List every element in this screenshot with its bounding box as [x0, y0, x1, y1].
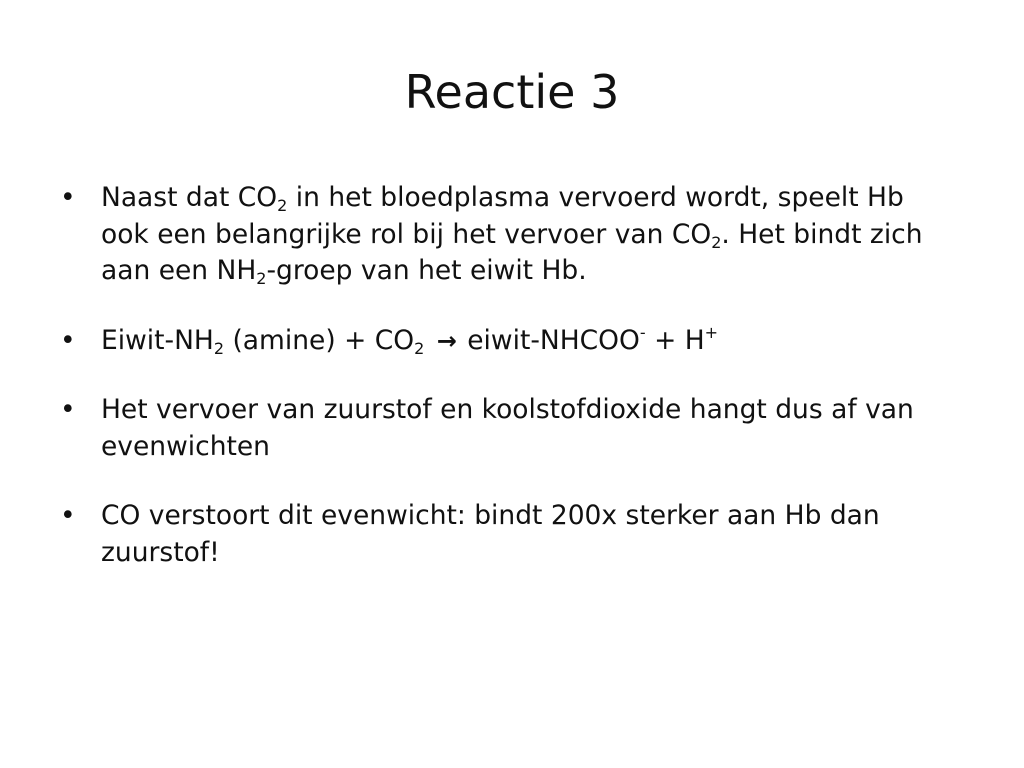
text-run: (amine) + CO	[224, 324, 415, 356]
slide-title: Reactie 3	[404, 65, 620, 119]
text-run: + H	[645, 324, 705, 356]
superscript: -	[639, 322, 646, 342]
text-run: Naast dat CO	[101, 182, 278, 213]
subscript: 2	[213, 338, 225, 358]
bullet-item-2	[58, 323, 958, 360]
superscript: +	[704, 322, 719, 342]
subscript: 2	[711, 232, 722, 252]
text-run: in het bloedplasma vervoerd wordt, speelt Hb ook een belangrijke rol bij het vervoer van CO	[101, 182, 904, 250]
bullet-item-4	[58, 498, 958, 571]
text-run: -groep van het eiwit Hb.	[266, 255, 587, 286]
text-run	[424, 325, 432, 356]
text-run: . Het bindt zich aan een NH	[101, 218, 923, 286]
text-run: CO verstoort dit evenwicht: bindt 200x sterker aan Hb dan zuurstof!	[101, 500, 880, 568]
text-run: Eiwit-NH	[101, 324, 214, 356]
text-run: Het vervoer van zuurstof en koolstofdioxide hangt dus af van evenwichten	[101, 394, 914, 462]
bullet-item-3	[58, 392, 958, 465]
reaction-arrow-icon: →	[436, 326, 457, 355]
text-run: eiwit-NHCOO	[458, 324, 640, 356]
subscript: 2	[277, 196, 288, 215]
bullet-list	[58, 180, 958, 571]
subscript: 2	[414, 338, 425, 358]
subscript: 2	[256, 269, 267, 288]
bullet-item-1	[58, 180, 958, 290]
